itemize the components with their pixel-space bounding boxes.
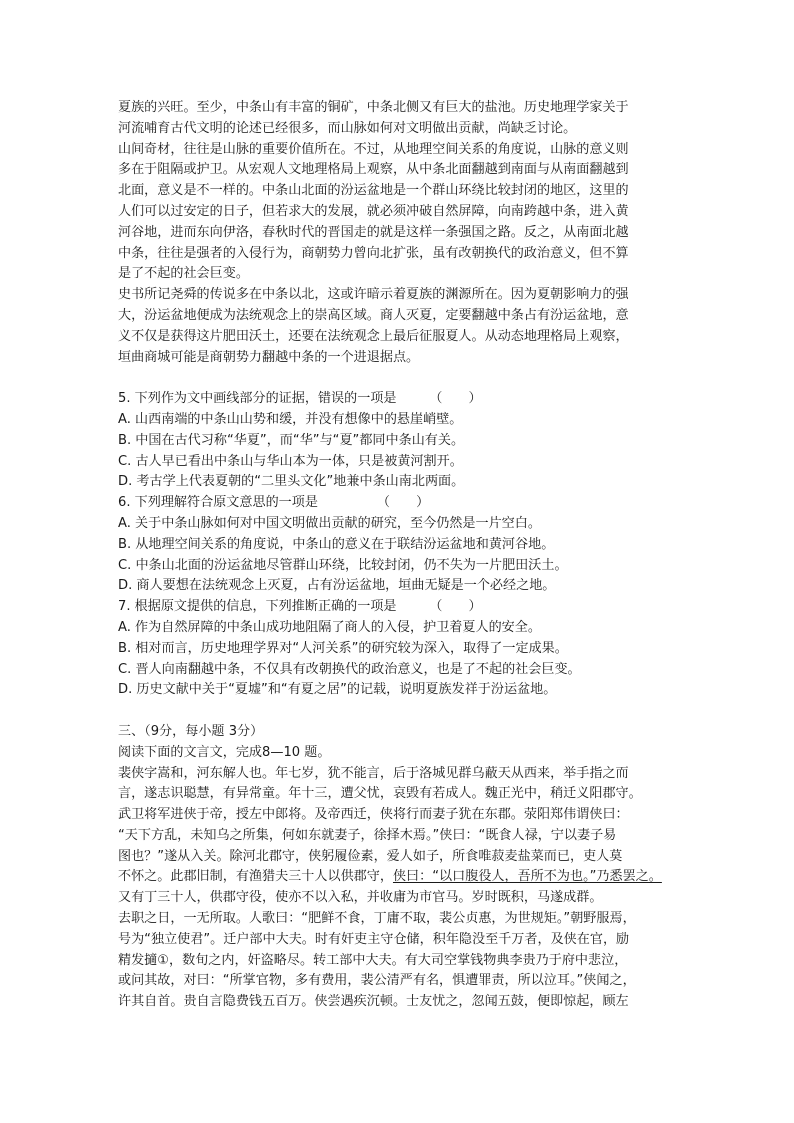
option-b: B. 相对而言，历史地理学界对“人河关系”的研究较为深入，取得了一定成果。 — [118, 640, 568, 656]
question-stem: 7. 根据原文提供的信息，下列推断正确的一项是 （ ） — [118, 599, 482, 615]
passage-line: 河谷地，进而东向伊洛，春秋时代的晋国走的就是这样一条强国之路。反之，从南面北越 — [118, 224, 629, 240]
passage-line: 人们可以过安定的日子，但若求大的发展，就必须冲破自然屏障，向南跨越中条，进入黄 — [118, 203, 629, 219]
question-5 — [118, 389, 688, 493]
classical-text-line: 又有丁三十人，供郡守役，使亦不以入私，并收庸为市官马。岁时既积，马遂成群。 — [118, 890, 603, 906]
classical-text-line: 言，遂志识聪慧，有异常童。年十三，遭父忧，哀毁有若成人。魏正光中，稍迁义阳郡守。 — [118, 786, 642, 802]
section-instruction: 阅读下面的文言文，完成8—10 题。 — [118, 744, 331, 760]
passage-line: 北面，意义是不一样的。中条山北面的汾运盆地是一个群山环绕比较封闭的地区，这里的 — [118, 183, 629, 199]
section-3 — [118, 722, 688, 1013]
option-a: A. 山西南端的中条山山势和缓，并没有想像中的悬崖峭壁。 — [118, 411, 463, 427]
classical-text-line: 去职之日，一无所取。人歌曰：“肥鲜不食，丁庸不取，裴公贞惠，为世规矩。”朝野服焉， — [118, 911, 636, 927]
classical-text-line — [118, 867, 688, 888]
option-b: B. 从地理空间关系的角度说，中条山的意义在于联结汾运盆地和黄河谷地。 — [118, 536, 555, 552]
underlined-sentence: 侠曰：“以口腹役人，吾所不为也。”乃悉罢之。 — [392, 869, 662, 885]
classical-text-line: 或问其故，对曰：“所掌官物，多有费用，裴公清严有名，惧遭罪责，所以泣耳。”侠闻之， — [118, 973, 636, 989]
option-d: D. 商人要想在法统观念上灭夏，占有汾运盆地，垣曲无疑是一个必经之地。 — [118, 578, 556, 594]
option-d: D. 考古学上代表夏朝的“二里头文化”地兼中条山南北两面。 — [118, 474, 465, 490]
option-a: A. 作为自然屏障的中条山成功地阻隔了商人的入侵，护卫着夏人的安全。 — [118, 619, 541, 635]
reading-passage — [118, 98, 688, 368]
question-7 — [118, 597, 688, 701]
question-stem: 6. 下列理解符合原文意思的一项是 （ ） — [118, 495, 430, 511]
option-c: C. 古人早已看出中条山与华山本为一体，只是被黄河割开。 — [118, 453, 463, 469]
section-heading: 三、（9分，每小题 3分） — [118, 723, 264, 739]
option-a: A. 关于中条山脉如何对中国文明做出贡献的研究，至今仍然是一片空白。 — [118, 515, 541, 531]
option-c: C. 中条山北面的汾运盆地尽管群山环绕，比较封闭，仍不失为一片肥田沃土。 — [118, 557, 568, 573]
line-text: 不怀之。此郡旧制，有渔猎夫三十人以供郡守， — [118, 869, 393, 885]
question-stem: 5. 下列作为文中画线部分的证据，错误的一项是 （ ） — [118, 391, 482, 407]
option-b: B. 中国在古代习称“华夏”，而“华”与“夏”都同中条山有关。 — [118, 432, 465, 448]
classical-text-line: 裴侠字嵩和，河东解人也。年七岁，犹不能言，后于洛城见群乌蔽天从西来，举手指之而 — [118, 765, 629, 781]
spacer — [118, 701, 688, 722]
classical-text-line: 精发擿①，数旬之内，奸盗略尽。转工部中大夫。有大司空掌钱物典李贵乃于府中悲泣， — [118, 952, 628, 968]
classical-text-line: 许其自首。贵自言隐费钱五百万。侠尝遇疾沉顿。士友忧之，忽闻五鼓，便即惊起，顾左 — [118, 994, 629, 1010]
classical-text-line: “天下方乱，未知乌之所集，何如东就妻子，徐择木焉。”侠曰：“既食人禄，宁以妻子易 — [118, 827, 617, 843]
passage-line: 中条，往往是强者的入侵行为，商朝势力曾向北扩张，虽有改朝换代的政治意义，但不算 — [118, 245, 629, 261]
classical-text-line: 武卫将军进侠于帝，授左中郎将。及帝西迁，侠将行而妻子犹在东郡。荥阳郑伟谓侠曰： — [118, 807, 629, 823]
passage-line: 河流哺育古代文明的论述已经很多，而山脉如何对文明做出贡献，尚缺乏讨论。 — [118, 120, 577, 136]
question-6 — [118, 493, 688, 597]
document-page — [118, 98, 688, 1013]
passage-line: 义不仅是获得这片肥田沃土，还要在法统观念上最后征服夏人。从动态地理格局上观察， — [118, 328, 629, 344]
passage-line: 多在于阻隔或护卫。从宏观人文地理格局上观察，从中条北面翻越到南面与从南面翻越到 — [118, 162, 629, 178]
option-c: C. 晋人向南翻越中条，不仅具有改朝换代的政治意义，也是了不起的社会巨变。 — [118, 661, 581, 677]
classical-text-line: 号为“独立使君”。迁户部中大夫。时有奸吏主守仓储，积年隐没至千万者，及侠在官，励 — [118, 931, 630, 947]
option-d: D. 历史文献中关于“夏墟”和“有夏之居”的记载，说明夏族发祥于汾运盆地。 — [118, 682, 557, 698]
spacer — [118, 368, 688, 389]
passage-line: 大，汾运盆地便成为法统观念上的崇高区域。商人灭夏，定要翻越中条占有汾运盆地，意 — [118, 307, 629, 323]
passage-line: 是了不起的社会巨变。 — [118, 266, 249, 282]
passage-line: 垣曲商城可能是商朝势力翻越中条的一个进退据点。 — [118, 349, 420, 365]
passage-line: 史书所记尧舜的传说多在中条以北，这或许暗示着夏族的渊源所在。因为夏朝影响力的强 — [118, 287, 629, 303]
classical-text-line: 图也？”遂从入关。除河北郡守，侠躬履俭素，爱人如子，所食唯菽麦盐菜而已，吏人莫 — [118, 848, 623, 864]
passage-line: 山间奇材，往往是山脉的重要价值所在。不过，从地理空间关系的角度说，山脉的意义则 — [118, 141, 629, 157]
passage-line: 夏族的兴旺。至少，中条山有丰富的铜矿，中条北侧又有巨大的盐池。历史地理学家关于 — [118, 100, 629, 115]
